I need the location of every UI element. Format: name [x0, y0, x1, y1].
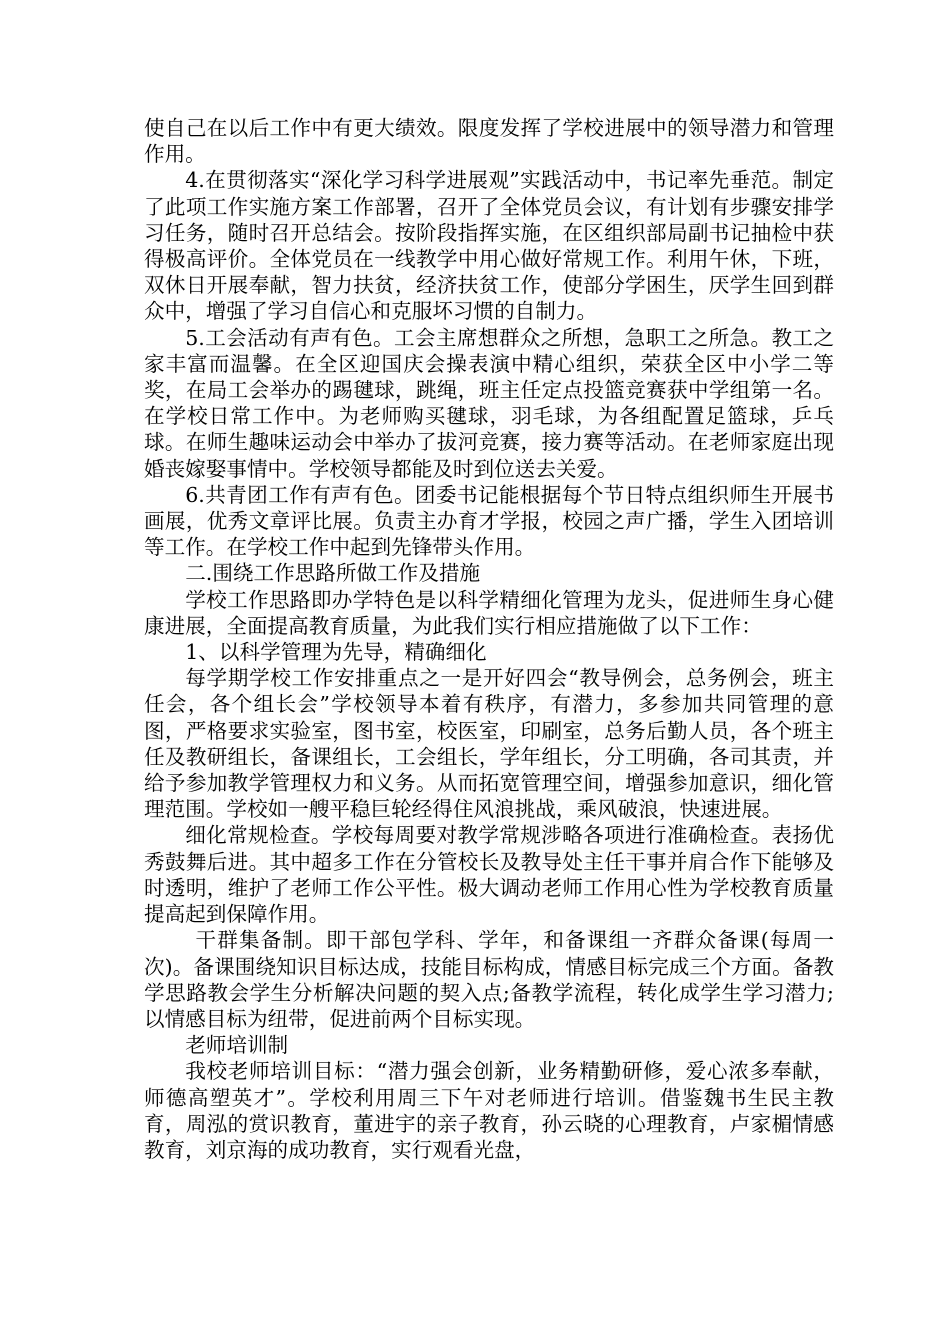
- subsection-heading: 1、以科学管理为先导，精确细化: [185, 640, 487, 665]
- paragraph-2: 4.在贯彻落实“深化学习科学进展观”实践活动中，书记率先垂范。制定了此项工作实施方案工作部署，召开了全体党员会议，有计划有步骤安排学习任务，随时召开总结会。按阶段指挥实施，在区组织部局副书记抽检中获得极高评价。全体党员在一线教学中用心做好常规工作。利用午休，下班，双休日开展奉献，智力扶贫，经济扶贫工作，使部分学困生，厌学生回到群众中，增强了学习自信心和克服坏习惯的自制力。: [144, 168, 834, 324]
- document-body: [144, 115, 834, 1163]
- paragraph-11: 老师培训制: [185, 1033, 289, 1058]
- paragraph-1: 使自己在以后工作中有更大绩效。限度发挥了学校进展中的领导潜力和管理作用。: [144, 116, 834, 167]
- paragraph-12: 我校老师培训目标：“潜力强会创新，业务精勤研修，爱心浓多奉献，师德高塑英才”。学校利用周三下午对老师进行培训。借鉴魏书生民主教育，周泓的赏识教育，董进宇的亲子教育，孙云晓的心理教育，卢家楣情感教育，刘京海的成功教育，实行观看光盘，: [144, 1059, 834, 1162]
- paragraph-3: 5.工会活动有声有色。工会主席想群众之所想，急职工之所急。教工之家丰富而温馨。在全区迎国庆会操表演中精心组织，荣获全区中小学二等奖，在局工会举办的踢毽球，跳绳，班主任定点投篮竞赛获中学组第一名。在学校日常工作中。为老师购买毽球，羽毛球，为各组配置足篮球，乒乓球。在师生趣味运动会中举办了拔河竞赛，接力赛等活动。在老师家庭出现婚丧嫁娶事情中。学校领导都能及时到位送去关爱。: [144, 325, 834, 481]
- paragraph-6: 学校工作思路即办学特色是以科学精细化管理为龙头，促进师生身心健康进展，全面提高教育质量，为此我们实行相应措施做了以下工作：: [144, 587, 834, 638]
- paragraph-4: 6.共青团工作有声有色。团委书记能根据每个节日特点组织师生开展书画展，优秀文章评比展。负责主办育才学报，校园之声广播，学生入团培训等工作。在学校工作中起到先锋带头作用。: [144, 482, 834, 560]
- paragraph-10: 干群集备制。即干部包学科、学年，和备课组一齐群众备课(每周一次)。备课围绕知识目标达成，技能目标构成，情感目标完成三个方面。备教学思路教会学生分析解决问题的契入点;备教学流程，转化成学生学习潜力;以情感目标为纽带，促进前两个目标实现。: [144, 928, 834, 1031]
- paragraph-9: 细化常规检查。学校每周要对教学常规涉略各项进行准确检查。表扬优秀鼓舞后进。其中超多工作在分管校长及教导处主任干事并肩合作下能够及时透明，维护了老师工作公平性。极大调动老师工作用心性为学校教育质量提高起到保障作用。: [144, 823, 834, 927]
- section-heading: 二.围绕工作思路所做工作及措施: [185, 561, 481, 586]
- paragraph-8: 每学期学校工作安排重点之一是开好四会“教导例会，总务例会，班主任会，各个组长会”学校领导本着有秩序，有潜力，多参加共同管理的意图，严格要求实验室，图书室，校医室，印刷室，总务后勤人员，各个班主任及教研组长，备课组长，工会组长，学年组长，分工明确，各司其责，并给予参加教学管理权力和义务。从而拓宽管理空间，增强参加意识，细化管理范围。学校如一艘平稳巨轮经得住风浪挑战，乘风破浪，快速进展。: [144, 666, 834, 822]
